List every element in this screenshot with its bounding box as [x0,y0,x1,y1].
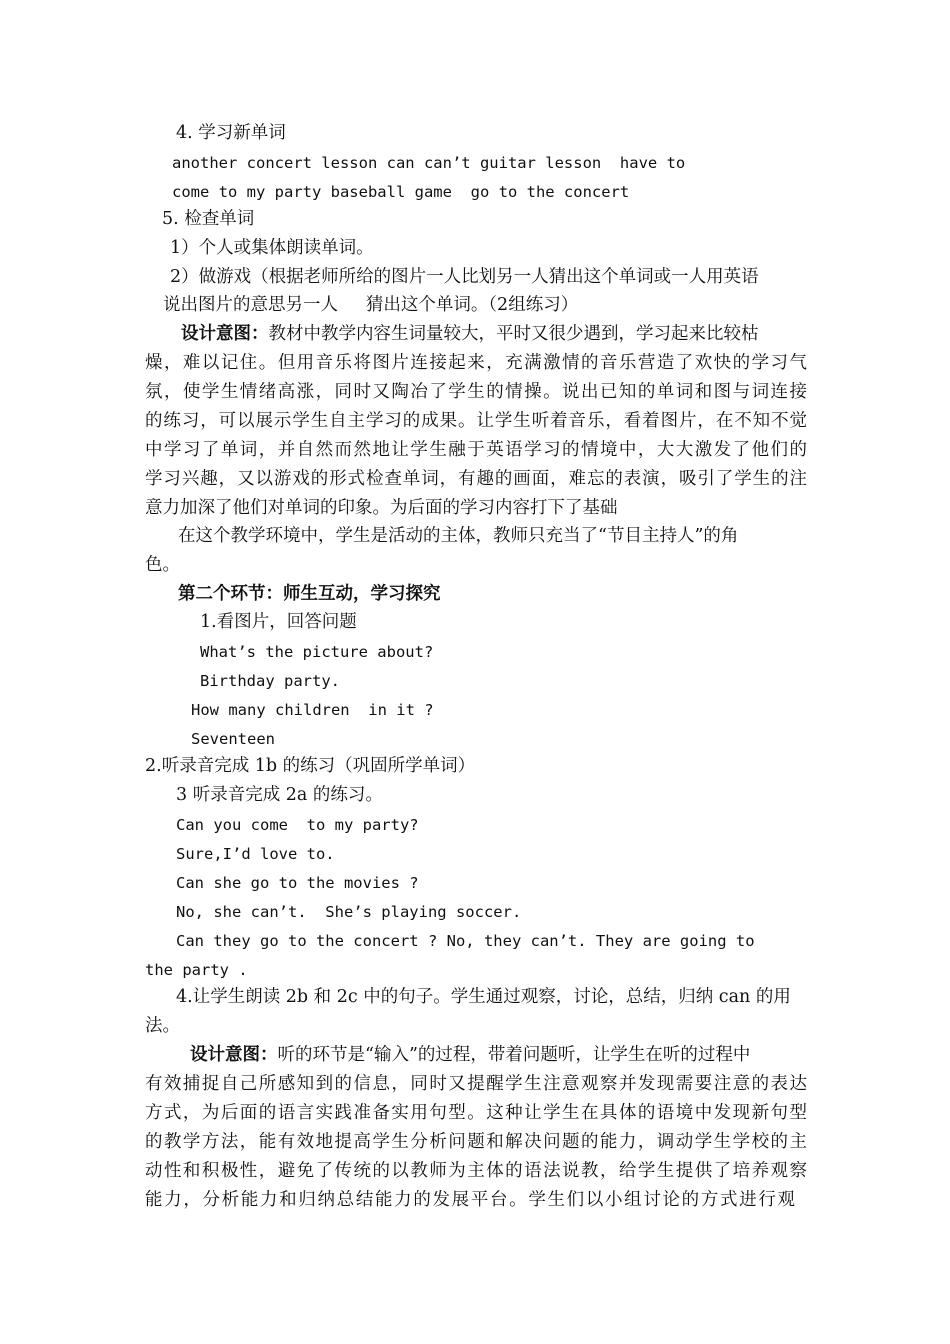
section-5-item-2-line-1: 2）做游戏（根据老师所给的图片一人比划另一人猜出这个单词或一人用英语 [170,267,759,287]
design-intent-1-line-5: 中学习了单词，并自然而然地让学生融于英语学习的情境中，大大激发了他们的 [145,440,807,460]
dialogue-line-6: the party . [145,961,248,979]
design-intent-label: 设计意图： [181,324,269,344]
section-5-heading: 5. 检查单词 [162,209,255,229]
question-1-heading: 1.看图片，回答问题 [200,612,357,632]
section-5-item-1: 1）个人或集体朗读单词。 [170,238,374,258]
design-intent-2-line-6: 能力，分析能力和归纳总结能力的发展平台。学生们以小组讨论的方式进行观 [145,1190,795,1210]
new-words-line-1: another concert lesson can can’t guitar lesson have to [172,154,686,172]
question-4-line-2: 法。 [145,1016,180,1036]
design-intent-1-line-3: 氛，使学生情绪高涨，同时又陶冶了学生的情操。说出已知的单词和图与词连接 [145,382,807,402]
design-intent-2-line-2: 有效捕捉自己所感知到的信息，同时又提醒学生注意观察并发现需要注意的表达 [145,1074,807,1094]
dialogue-line-3: Can she go to the movies ? [176,874,419,892]
question-2: 2.听录音完成 1b 的练习（巩固所学单词） [145,756,476,776]
design-intent-2-line-4: 的教学方法，能有效地提高学生分析问题和解决问题的能力，调动学生学校的主 [145,1132,807,1152]
question-1-line-a: What’s the picture about? [200,643,434,661]
environment-line-2: 色。 [145,555,180,575]
dialogue-line-5: Can they go to the concert ? No, they can’t. They are going to [176,932,755,950]
question-4-line-1: 4.让学生朗读 2b 和 2c 中的句子。学生通过观察，讨论，总结，归纳 can 的用 [176,987,791,1007]
design-intent-2-line-5: 动性和积极性，避免了传统的以教师为主体的语法说教，给学生提供了培养观察 [145,1161,807,1181]
dialogue-line-2: Sure,I’d love to. [176,845,335,863]
design-intent-1-line-4: 的练习，可以展示学生自主学习的成果。让学生听着音乐，看着图片，在不知不觉 [145,411,807,431]
dialogue-line-4: No, she can’t. She’s playing soccer. [176,903,522,921]
design-intent-1-line-6: 学习兴趣，又以游戏的形式检查单词，有趣的画面，难忘的表演，吸引了学生的注 [145,469,807,489]
design-intent-1-line-2: 燥，难以记住。但用音乐将图片连接起来，充满激情的音乐营造了欢快的学习气 [145,353,807,373]
design-intent-2-line-3: 方式，为后面的语言实践准备实用句型。这种让学生在具体的语境中发现新句型 [145,1103,807,1123]
design-intent-2-first-line: 设计意图：听的环节是“输入”的过程，带着问题听，让学生在听的过程中 [190,1045,751,1065]
question-1-line-d: Seventeen [191,730,275,748]
design-intent-label: 设计意图： [190,1045,278,1065]
stage-2-heading: 第二个环节：师生互动，学习探究 [178,584,441,604]
new-words-line-2: come to my party baseball game go to the concert [172,183,630,201]
design-intent-1-line-7: 意力加深了他们对单词的印象。为后面的学习内容打下了基础 [145,498,618,518]
design-intent-1-first-line: 设计意图：教材中教学内容生词量较大，平时又很少遇到，学习起来比较枯 [181,324,759,344]
question-1-line-c: How many children in it ? [191,701,434,719]
section-4-heading: 4. 学习新单词 [176,123,286,143]
environment-line-1: 在这个教学环境中，学生是活动的主体，教师只充当了“节目主持人”的角 [178,526,739,546]
question-1-line-b: Birthday party. [200,672,340,690]
question-3: 3 听录音完成 2a 的练习。 [176,785,383,805]
section-5-item-2-line-2: 说出图片的意思另一人 猜出这个单词。（2组练习） [163,295,579,315]
dialogue-line-1: Can you come to my party? [176,816,419,834]
